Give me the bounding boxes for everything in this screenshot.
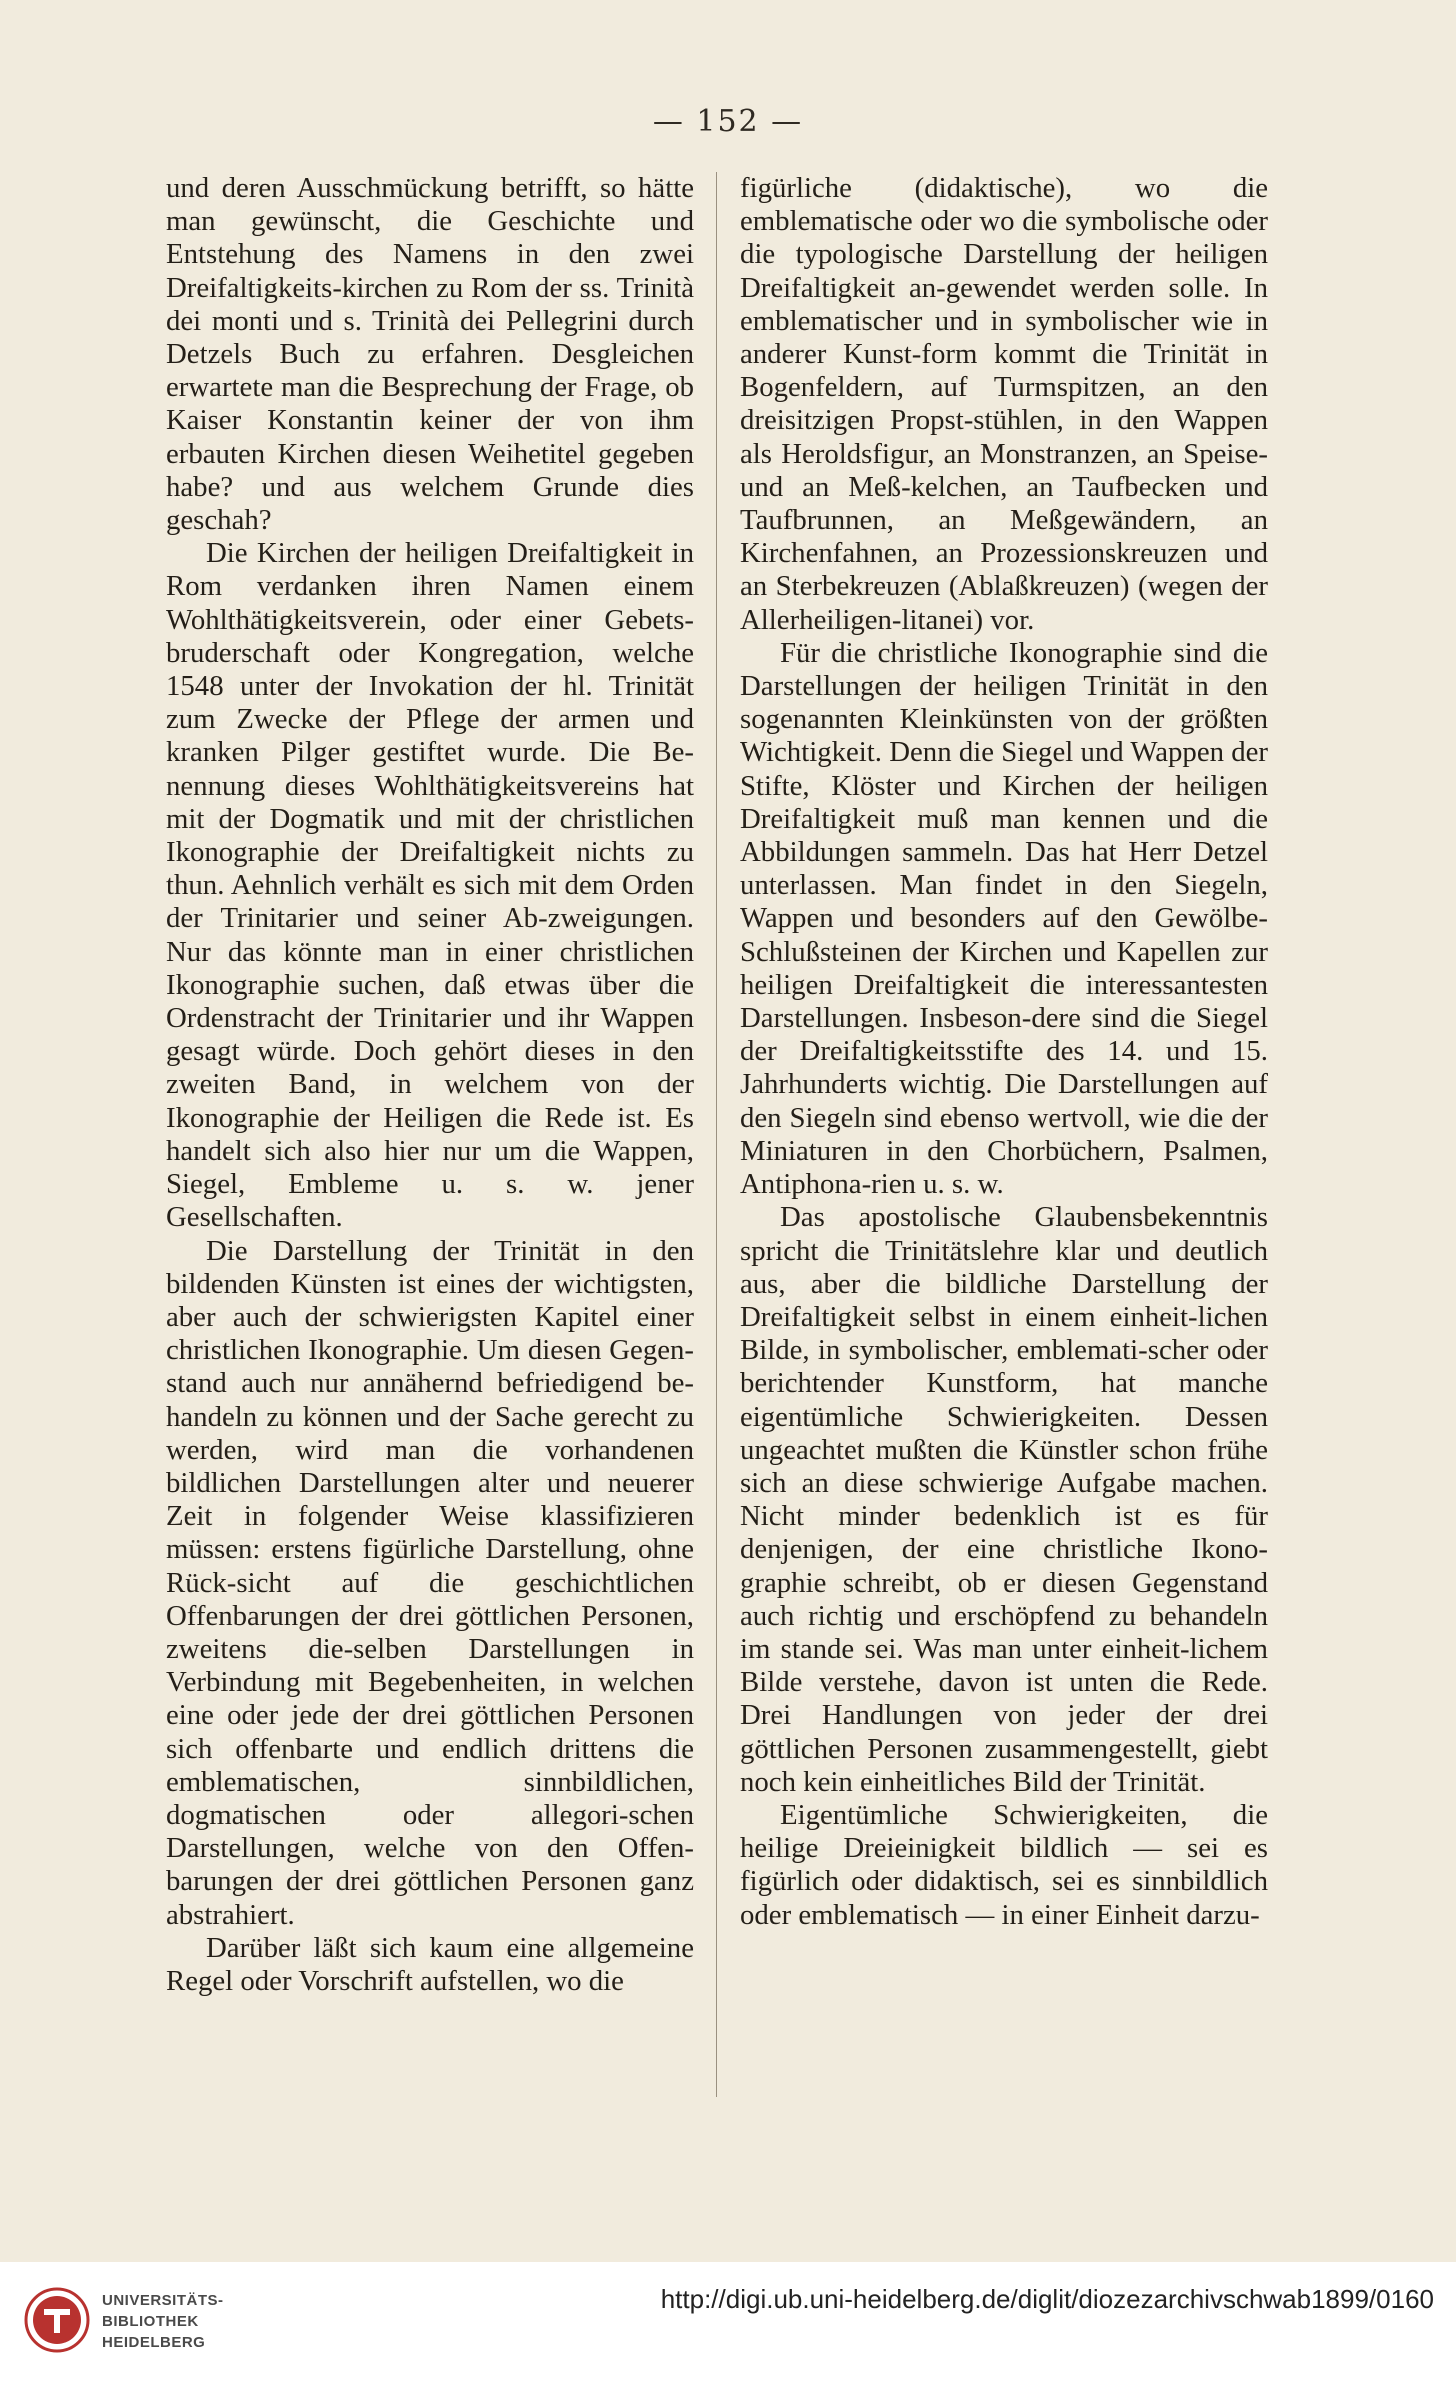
paragraph: und deren Ausschmückung betrifft, so hätte man gewünscht, die Geschichte und Entstehung des Namens in den zwei Dreifaltigkeits-kirchen zu Rom der ss. Trinità dei monti und s. Trinità dei Pellegrini durch Detzels Buch zu erfahren. Desgleichen erwartete man die Besprechung der Frage, ob Kaiser Konstantin keiner der von ihm erbauten Kirchen diesen Weihetitel gegeben habe? und aus welchem Grunde dies geschah? [166,172,694,537]
page-number: — 152 — [652,104,804,139]
paragraph: figürliche (didaktische), wo die emblematische oder wo die symbolische oder die typologische Darstellung der heiligen Dreifaltigkeit an-gewendet werden solle. In emblematischer und in symbolischer wie in anderer Kunst-form kommt die Trinität in Bogenfeldern, auf Turmspitzen, an den dreisitzigen Propst-stühlen, in den Wappen als Heroldsfigur, an Monstranzen, an Speise- und an Meß-kelchen, an Taufbecken und Taufbrunnen, an Meßgewändern, an Kirchenfahnen, an Prozessionskreuzen und an Sterbekreuzen (Ablaßkreuzen) (wegen der Allerheiligen-litanei) vor. [740,172,1268,636]
university-library-logo-icon [24,2287,90,2353]
library-name-line: UNIVERSITÄTS- [102,2292,224,2309]
library-name [102,2290,224,2353]
column-divider [716,172,717,2097]
paragraph: Die Darstellung der Trinität in den bildenden Künsten ist eines der wichtigsten, aber auch der schwierigsten Kapitel einer christlichen Ikonographie. Um diesen Gegen-stand auch nur annähernd befriedigend be-handeln zu können und der Sache gerecht zu werden, wird man die vorhandenen bildlichen Darstellungen alter und neuerer Zeit in folgender Weise klassifizieren müssen: erstens figürliche Darstellung, ohne Rück-sicht auf die geschichtlichen Offenbarungen der drei göttlichen Personen, zweitens die-selben Darstellungen in Verbindung mit Begebenheiten, in welchen eine oder jede der drei göttlichen Personen sich offenbarte und endlich drittens die emblematischen, sinnbildlichen, dogmatischen oder allegori-schen Darstellungen, welche von den Offen-barungen der drei göttlichen Personen ganz abstrahiert. [166,1234,694,1931]
left-column [166,172,694,1998]
footer-bar [0,2262,1456,2386]
library-name-line: BIBLIOTHEK [102,2313,199,2330]
library-name-line: HEIDELBERG [102,2334,206,2351]
paragraph: Das apostolische Glaubensbekenntnis spricht die Trinitätslehre klar und deutlich aus, aber die bildliche Darstellung der Dreifaltigkeit selbst in einem einheit-lichen Bilde, in symbolischer, emblemati-scher oder berichtender Kunstform, hat manche eigentümliche Schwierigkeiten. Dessen ungeachtet mußten die Künstler schon frühe sich an diese schwierige Aufgabe machen. Nicht minder bedenklich ist es für denjenigen, der eine christliche Ikono-graphie schreibt, ob er diesen Gegenstand auch richtig und erschöpfend zu behandeln im stande sei. Was man unter einheit-lichem Bilde verstehe, davon ist unten die Rede. Drei Handlungen von jeder der drei göttlichen Personen zusammengestellt, giebt noch kein einheitliches Bild der Trinität. [740,1201,1268,1798]
source-url-link[interactable]: http://digi.ub.uni-heidelberg.de/diglit/diozezarchivschwab1899/0160 [660,2284,1434,2314]
paragraph: Darüber läßt sich kaum eine allgemeine Regel oder Vorschrift aufstellen, wo die [166,1931,694,1997]
paragraph: Die Kirchen der heiligen Dreifaltigkeit in Rom verdanken ihren Namen einem Wohlthätigkeitsverein, oder einer Gebets-bruderschaft oder Kongregation, welche 1548 unter der Invokation der hl. Trinität zum Zwecke der Pflege der armen und kranken Pilger gestiftet wurde. Die Be-nennung dieses Wohlthätigkeitsvereins hat mit der Dogmatik und mit der christlichen Ikonographie der Dreifaltigkeit nichts zu thun. Aehnlich verhält es sich mit dem Orden der Trinitarier und seiner Ab-zweigungen. Nur das könnte man in einer christlichen Ikonographie suchen, daß etwas über die Ordenstracht der Trinitarier und ihr Wappen gesagt würde. Doch gehört dieses in den zweiten Band, in welchem von der Ikonographie der Heiligen die Rede ist. Es handelt sich also hier nur um die Wappen, Siegel, Embleme u. s. w. jener Gesellschaften. [166,537,694,1234]
paragraph: Für die christliche Ikonographie sind die Darstellungen der heiligen Trinität in den sogenannten Kleinkünsten von der größten Wichtigkeit. Denn die Siegel und Wappen der Stifte, Klöster und Kirchen der heiligen Dreifaltigkeit muß man kennen und die Abbildungen sammeln. Das hat Herr Detzel unterlassen. Man findet in den Siegeln, Wappen und besonders auf den Gewölbe- Schlußsteinen der Kirchen und Kapellen zur heiligen Dreifaltigkeit die interessantesten Darstellungen. Insbeson-dere sind die Siegel der Dreifaltigkeitsstifte des 14. und 15. Jahrhunderts wichtig. Die Darstellungen auf den Siegeln sind ebenso wertvoll, wie die der Miniaturen in den Chorbüchern, Psalmen, Antiphona-rien u. s. w. [740,636,1268,1201]
right-column [740,172,1268,1932]
paragraph: Eigentümliche Schwierigkeiten, die heilige Dreieinigkeit bildlich — sei es figürlich oder didaktisch, sei es sinnbildlich oder emblematisch — in einer Einheit darzu- [740,1798,1268,1931]
